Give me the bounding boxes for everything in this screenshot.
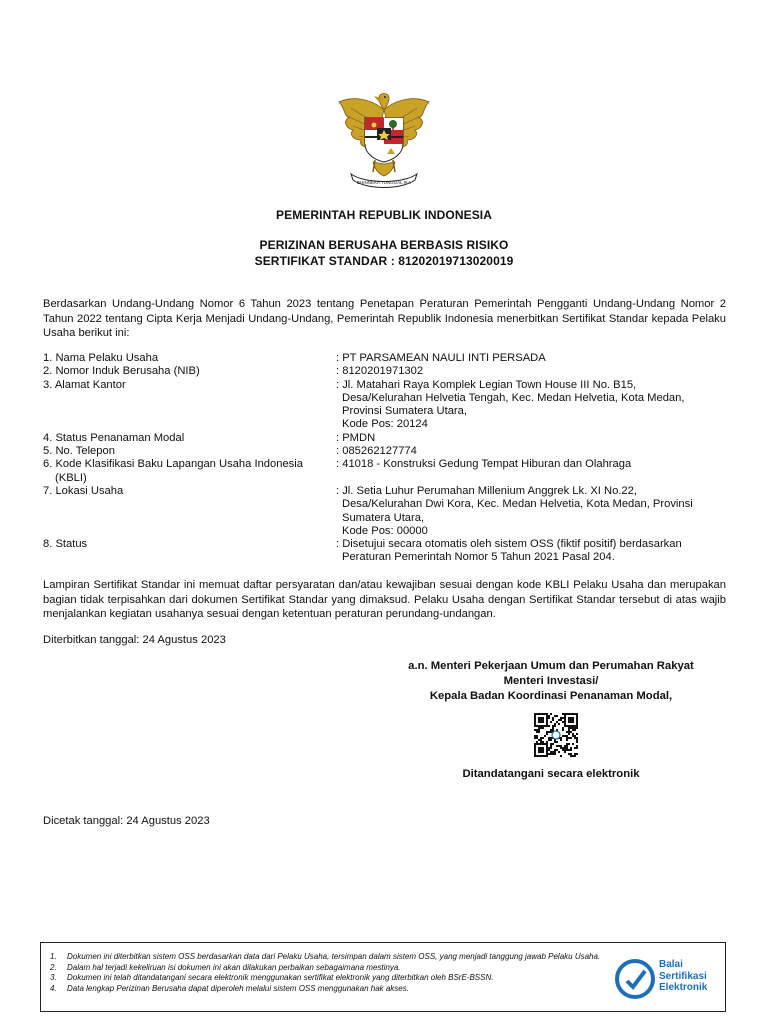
qr-code bbox=[534, 713, 578, 757]
field-value-line: Desa/Kelurahan Helvetia Tengah, Kec. Medan Helvetia, Kota Medan, bbox=[342, 391, 685, 404]
footer-note-text: Dokumen ini diterbitkan sistem OSS berdasarkan data dari Pelaku Usaha, tersimpan dalam sistem OSS, yang menjadi tanggung jawab Pelaku Usaha. bbox=[67, 952, 601, 961]
footer-note bbox=[50, 952, 620, 963]
footer-note-number: 2. bbox=[50, 962, 57, 972]
field-value-line: Kode Pos: 00000 bbox=[342, 524, 428, 537]
field-row bbox=[43, 538, 726, 565]
business-details bbox=[43, 352, 726, 565]
field-label bbox=[43, 352, 336, 365]
field-row bbox=[43, 365, 726, 378]
field-label bbox=[43, 485, 336, 538]
field-row bbox=[43, 432, 726, 445]
field-label bbox=[43, 365, 336, 378]
field-label bbox=[43, 538, 336, 565]
field-value bbox=[336, 352, 726, 365]
field-value-line: : PT PARSAMEAN NAULI INTI PERSADA bbox=[336, 352, 546, 364]
field-label-text: 5. No. Telepon bbox=[43, 445, 115, 458]
field-value bbox=[336, 432, 726, 445]
field-label-text: 1. Nama Pelaku Usaha bbox=[43, 352, 159, 364]
field-label bbox=[43, 432, 336, 445]
field-value bbox=[336, 485, 726, 538]
footer-note bbox=[50, 973, 620, 984]
field-label-text: 3. Alamat Kantor bbox=[43, 378, 126, 391]
bsre-logo-icon bbox=[615, 959, 655, 999]
field-label-text: 8. Status bbox=[43, 538, 88, 551]
field-value bbox=[336, 445, 726, 458]
field-value-line: : Jl. Matahari Raya Komplek Legian Town House III No. B15, bbox=[336, 378, 637, 391]
field-label-text-cont: (KBLI) bbox=[55, 471, 87, 484]
footer-note-text: Dokumen ini telah ditandatangani secara elektronik menggunakan sertifikat elektronik yang diterbitkan oleh BSrE-BSSN. bbox=[67, 973, 494, 983]
printed-date: Dicetak tanggal: 24 Agustus 2023 bbox=[43, 815, 210, 827]
field-value-line: Desa/Kelurahan Dwi Kora, Kec. Medan Helvetia, Kota Medan, Provinsi bbox=[342, 498, 693, 511]
field-label-text: 6. Kode Klasifikasi Baku Lapangan Usaha Indonesia bbox=[43, 458, 303, 471]
intro-paragraph: Berdasarkan Undang-Undang Nomor 6 Tahun 2023 tentang Penetapan Peraturan Pemerintah Pengganti Undang-Undang Nomor 2 Tahun 2022 tentang Cipta Kerja Menjadi Undang-Undang, Pemerintah Republik Indonesia menerbitkan Sertifikat Standar kepada Pelaku Usaha berikut ini: bbox=[43, 298, 726, 339]
field-row bbox=[43, 379, 726, 432]
bsre-logo-text bbox=[659, 959, 707, 994]
field-value-line: : Jl. Setia Luhur Perumahan Millenium Anggrek Lk. XI No.22, bbox=[336, 484, 637, 497]
signatory-line-2: Menteri Investasi/ bbox=[503, 675, 599, 687]
field-row bbox=[43, 458, 726, 485]
document-title: PERIZINAN BERUSAHA BERBASIS RISIKO bbox=[259, 238, 509, 252]
footer-note bbox=[50, 984, 620, 995]
field-label-text: 2. Nomor Induk Berusaha (NIB) bbox=[43, 365, 200, 378]
field-label bbox=[43, 379, 336, 432]
bsre-logo-line-1: Balai bbox=[659, 959, 683, 970]
field-value-line: : 41018 - Konstruksi Gedung Tempat Hiburan dan Olahraga bbox=[336, 458, 632, 471]
field-row bbox=[43, 445, 726, 458]
field-value bbox=[336, 379, 726, 432]
signed-electronically: Ditandatangani secara elektronik bbox=[462, 768, 640, 780]
signatory-line-1: a.n. Menteri Pekerjaan Umum dan Perumahan Rakyat bbox=[408, 660, 694, 672]
field-label-text: 7. Lokasi Usaha bbox=[43, 484, 124, 497]
footer-notes-list bbox=[50, 952, 620, 994]
field-value-line: : Disetujui secara otomatis oleh sistem OSS (fiktif positif) berdasarkan bbox=[336, 538, 682, 551]
bsre-logo bbox=[615, 957, 715, 1001]
lampiran-paragraph: Lampiran Sertifikat Standar ini memuat daftar persyaratan dan/atau kewajiban sesuai dengan kode KBLI Pelaku Usaha dan merupakan bagian tidak terpisahkan dari dokumen Sertifikat Standar yang dimaksud. Pelaku Usaha dengan Sertifikat Standar tersebut di atas wajib menjalankan kegiatan usahanya sesuai dengan ketentuan peraturan perundang-undangan. bbox=[43, 579, 726, 620]
field-value-line: Provinsi Sumatera Utara, bbox=[342, 405, 467, 418]
field-value-line: : PMDN bbox=[336, 431, 376, 444]
field-value bbox=[336, 458, 726, 485]
bsre-logo-line-2: Sertifikasi bbox=[659, 970, 707, 982]
garuda-emblem bbox=[329, 88, 439, 192]
field-label-text: 4. Status Penanaman Modal bbox=[43, 431, 185, 444]
field-value-line: Sumatera Utara, bbox=[342, 511, 425, 524]
svg-text:BHINNEKA TUNGGAL IKA: BHINNEKA TUNGGAL IKA bbox=[356, 180, 412, 185]
footer-note-text: Dalam hal terjadi kekeliruan isi dokumen ini akan dilakukan perbaikan sebagaimana mestinya. bbox=[67, 962, 401, 972]
signatory-line-3: Kepala Badan Koordinasi Penanaman Modal, bbox=[429, 690, 673, 702]
footer-note bbox=[50, 963, 620, 974]
signatory-block bbox=[380, 659, 722, 704]
footer-notes-box bbox=[40, 942, 726, 1012]
field-row bbox=[43, 352, 726, 365]
bsre-logo-line-3: Elektronik bbox=[659, 982, 708, 993]
field-value bbox=[336, 365, 726, 378]
field-value-line: : 8120201971302 bbox=[336, 365, 424, 378]
footer-note-number: 4. bbox=[50, 983, 57, 993]
field-label bbox=[43, 445, 336, 458]
footer-note-text: Data lengkap Perizinan Berusaha dapat diperoleh melalui sistem OSS menggunakan hak akses. bbox=[67, 983, 409, 993]
field-row bbox=[43, 485, 726, 538]
field-label bbox=[43, 458, 336, 485]
government-title: PEMERINTAH REPUBLIK INDONESIA bbox=[275, 208, 493, 222]
field-value-line: : 085262127774 bbox=[336, 445, 417, 458]
issued-date: Diterbitkan tanggal: 24 Agustus 2023 bbox=[43, 634, 226, 646]
footer-note-number: 1. bbox=[50, 952, 57, 961]
field-value bbox=[336, 538, 726, 565]
footer-note-number: 3. bbox=[50, 973, 57, 983]
field-value-line: Kode Pos: 20124 bbox=[342, 418, 428, 431]
field-value-line: Peraturan Pemerintah Nomor 5 Tahun 2021 Pasal 204. bbox=[342, 551, 615, 564]
certificate-number: SERTIFIKAT STANDAR : 81202019713020019 bbox=[254, 254, 514, 268]
